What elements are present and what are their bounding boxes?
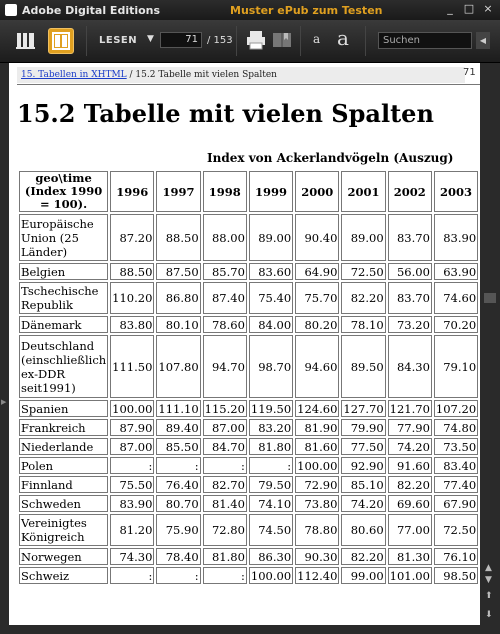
table-row — [19, 400, 480, 417]
side-panel-toggle[interactable] — [0, 63, 9, 634]
value-cell: 76.10 — [434, 548, 478, 565]
value-cell: 84.70 — [203, 438, 247, 455]
value-cell: 89.00 — [341, 214, 385, 261]
value-cell: 89.40 — [156, 419, 200, 436]
scroll-thumb[interactable] — [484, 293, 496, 303]
value-cell: 72.90 — [295, 476, 339, 493]
maximize-button[interactable]: □ — [463, 2, 475, 15]
value-cell: 107.80 — [156, 335, 200, 398]
value-cell: 91.60 — [388, 457, 432, 474]
minimize-button[interactable]: _ — [447, 2, 453, 15]
title-bar — [0, 0, 500, 20]
bookmark-icon — [270, 28, 294, 52]
printer-icon — [244, 28, 268, 52]
increase-font-button[interactable]: a — [337, 26, 349, 50]
value-cell: 63.90 — [434, 263, 478, 280]
value-cell: 78.40 — [156, 548, 200, 565]
scroll-down-icon[interactable]: ▼ — [485, 575, 492, 585]
value-cell: 78.60 — [203, 316, 247, 333]
value-cell: 110.20 — [110, 282, 154, 314]
value-cell: 111.10 — [158, 401, 199, 416]
value-cell: 83.80 — [110, 316, 154, 333]
value-cell: : — [110, 567, 154, 584]
value-cell: 88.00 — [203, 214, 247, 261]
value-cell: 74.60 — [434, 282, 478, 314]
table-row — [19, 495, 480, 512]
value-cell: 119.50 — [250, 401, 292, 416]
table-header-row — [19, 171, 480, 212]
library-icon — [14, 28, 38, 52]
breadcrumb-link[interactable]: 15. Tabellen in XHTML — [21, 70, 127, 80]
value-cell: 67.90 — [434, 495, 478, 512]
search-go-icon[interactable]: ◀ — [476, 32, 490, 49]
year-header: 1998 — [203, 171, 247, 212]
value-cell: 80.70 — [156, 495, 200, 512]
value-cell: 77.50 — [341, 438, 385, 455]
breadcrumb-current: / 15.2 Tabelle mit vielen Spalten — [126, 70, 277, 80]
app-icon — [5, 4, 17, 16]
table-caption: Index von Ackerlandvögeln (Auszug) — [207, 151, 454, 165]
bookmark-button[interactable] — [270, 28, 294, 52]
value-cell: 82.20 — [341, 548, 385, 565]
value-cell: 87.50 — [156, 263, 200, 280]
header-divider — [17, 84, 480, 85]
reading-page — [9, 63, 480, 625]
value-cell: 81.30 — [388, 548, 432, 565]
value-cell: 74.80 — [434, 419, 478, 436]
value-cell: 80.60 — [341, 514, 385, 546]
year-header: 2002 — [388, 171, 432, 212]
value-cell: 81.20 — [110, 514, 154, 546]
country-cell: Tschechische Republik — [19, 282, 108, 314]
country-cell: Norwegen — [19, 548, 108, 565]
value-cell: 56.00 — [388, 263, 432, 280]
value-cell: : — [203, 457, 247, 474]
app-title: Adobe Digital Editions — [22, 4, 161, 17]
value-cell: : — [110, 457, 154, 474]
value-cell: 76.40 — [156, 476, 200, 493]
value-cell: 87.90 — [110, 419, 154, 436]
value-cell: 87.20 — [110, 214, 154, 261]
value-cell: 83.70 — [388, 214, 432, 261]
value-cell: 81.80 — [249, 438, 293, 455]
value-cell: 89.50 — [341, 335, 385, 398]
table-row — [19, 316, 480, 333]
value-cell: 72.80 — [203, 514, 247, 546]
table-row — [19, 548, 480, 565]
year-header: 1997 — [156, 171, 200, 212]
value-cell: 81.90 — [295, 419, 339, 436]
toolbar-separator — [86, 26, 87, 56]
book-title: Muster ePub zum Testen — [230, 4, 383, 17]
view-mode-label[interactable]: LESEN — [99, 35, 138, 46]
value-cell: 74.10 — [249, 495, 293, 512]
value-cell: 100.00 — [112, 401, 153, 416]
value-cell: 88.50 — [156, 214, 200, 261]
value-cell: 73.80 — [295, 495, 339, 512]
value-cell: 83.20 — [249, 419, 293, 436]
value-cell: 74.20 — [341, 495, 385, 512]
value-cell: 107.20 — [435, 401, 477, 416]
reading-view-button[interactable] — [48, 28, 74, 54]
page-number-input[interactable]: 71 — [160, 32, 202, 48]
country-cell: Niederlande — [19, 438, 108, 455]
print-button[interactable] — [244, 28, 268, 52]
value-cell: 82.20 — [341, 282, 385, 314]
window-controls — [444, 3, 494, 15]
value-cell: 75.40 — [249, 282, 293, 314]
value-cell: 85.70 — [203, 263, 247, 280]
value-cell: : — [249, 457, 293, 474]
value-cell: 100.00 — [297, 458, 338, 473]
table-row — [19, 438, 480, 455]
value-cell: 75.70 — [295, 282, 339, 314]
previous-page-icon[interactable]: ⬆ — [485, 591, 493, 601]
table-row — [19, 457, 480, 474]
country-cell: Belgien — [19, 263, 108, 280]
expand-arrow-icon: ▶ — [1, 398, 7, 406]
value-cell: 127.70 — [343, 401, 384, 416]
scroll-up-icon[interactable]: ▲ — [485, 563, 492, 573]
year-header: 1999 — [249, 171, 293, 212]
value-cell: 82.70 — [203, 476, 247, 493]
year-header: 2000 — [295, 171, 339, 212]
value-cell: 84.30 — [388, 335, 432, 398]
value-cell: 80.20 — [295, 316, 339, 333]
page-total: / 153 — [207, 35, 233, 46]
value-cell: 75.90 — [156, 514, 200, 546]
value-cell: 72.50 — [434, 514, 478, 546]
country-cell: Europäische Union (25 Länder) — [19, 214, 108, 261]
vertical-scrollbar[interactable] — [480, 63, 500, 634]
year-header: 2001 — [341, 171, 385, 212]
value-cell: 74.30 — [110, 548, 154, 565]
value-cell: 94.70 — [203, 335, 247, 398]
value-cell: 87.00 — [203, 419, 247, 436]
toolbar — [0, 20, 500, 63]
value-cell: 82.20 — [388, 476, 432, 493]
decrease-font-button[interactable]: a — [313, 32, 321, 46]
data-table — [17, 169, 480, 586]
value-cell: 86.30 — [249, 548, 293, 565]
country-cell: Dänemark — [19, 316, 108, 333]
value-cell: 85.50 — [156, 438, 200, 455]
value-cell: 81.80 — [203, 548, 247, 565]
close-button[interactable]: × — [483, 2, 493, 15]
value-cell: : — [156, 457, 200, 474]
value-cell: 86.80 — [156, 282, 200, 314]
table-row — [19, 335, 480, 398]
value-cell: 90.30 — [295, 548, 339, 565]
country-cell: Deutschland (einschließlich ex-DDR seit1991) — [19, 335, 108, 398]
table-row — [19, 263, 480, 280]
value-cell: 115.20 — [204, 401, 245, 416]
value-cell: 69.60 — [388, 495, 432, 512]
value-cell: 78.10 — [341, 316, 385, 333]
value-cell: 83.60 — [249, 263, 293, 280]
value-cell: 87.00 — [110, 438, 154, 455]
country-cell: Polen — [19, 457, 108, 474]
value-cell: 121.70 — [389, 401, 430, 416]
table-corner-header: geo\time (Index 1990 = 100). — [19, 171, 108, 212]
country-cell: Frankreich — [19, 419, 108, 436]
value-cell: 83.40 — [434, 457, 478, 474]
country-cell: Spanien — [19, 400, 108, 417]
value-cell: 83.90 — [110, 495, 154, 512]
value-cell: 88.50 — [110, 263, 154, 280]
value-cell: 73.50 — [434, 438, 478, 455]
page-title: 15.2 Tabelle mit vielen Spalten — [17, 99, 434, 128]
value-cell: 124.60 — [297, 401, 338, 416]
value-cell: 98.50 — [434, 567, 478, 584]
value-cell: 89.00 — [249, 214, 293, 261]
value-cell: 87.40 — [203, 282, 247, 314]
toolbar-separator — [365, 26, 366, 56]
country-cell: Vereinigtes Königreich — [19, 514, 108, 546]
value-cell: 77.00 — [388, 514, 432, 546]
breadcrumb — [17, 67, 465, 83]
search-input[interactable]: Suchen — [378, 32, 472, 49]
value-cell: 112.40 — [297, 568, 338, 583]
value-cell: 81.40 — [203, 495, 247, 512]
year-header: 2003 — [434, 171, 478, 212]
bottom-bar — [9, 625, 480, 634]
value-cell: 101.00 — [389, 568, 430, 583]
value-cell: 70.20 — [434, 316, 478, 333]
view-mode-dropdown-icon[interactable]: ▼ — [147, 34, 154, 44]
table-row — [19, 476, 480, 493]
value-cell: 75.50 — [110, 476, 154, 493]
value-cell: 100.00 — [250, 568, 292, 583]
table-row — [19, 214, 480, 261]
value-cell: 77.90 — [388, 419, 432, 436]
library-view-button[interactable] — [14, 28, 38, 52]
value-cell: 92.90 — [341, 457, 385, 474]
value-cell: : — [203, 567, 247, 584]
value-cell: 80.10 — [156, 316, 200, 333]
year-header: 1996 — [110, 171, 154, 212]
value-cell: 77.40 — [434, 476, 478, 493]
table-row — [19, 419, 480, 436]
value-cell: 64.90 — [295, 263, 339, 280]
table-row — [19, 567, 480, 584]
value-cell: : — [156, 567, 200, 584]
value-cell: 83.90 — [434, 214, 478, 261]
value-cell: 74.50 — [249, 514, 293, 546]
value-cell: 74.20 — [388, 438, 432, 455]
toolbar-separator — [236, 26, 237, 56]
toolbar-separator — [300, 26, 301, 56]
page-number: 71 — [463, 67, 476, 78]
value-cell: 85.10 — [341, 476, 385, 493]
value-cell: 72.50 — [341, 263, 385, 280]
country-cell: Schweden — [19, 495, 108, 512]
table-row — [19, 282, 480, 314]
country-cell: Finnland — [19, 476, 108, 493]
value-cell: 79.50 — [249, 476, 293, 493]
value-cell: 94.60 — [295, 335, 339, 398]
value-cell: 90.40 — [295, 214, 339, 261]
value-cell: 83.70 — [388, 282, 432, 314]
value-cell: 98.70 — [249, 335, 293, 398]
value-cell: 73.20 — [388, 316, 432, 333]
value-cell: 79.10 — [434, 335, 478, 398]
value-cell: 78.80 — [295, 514, 339, 546]
value-cell: 99.00 — [341, 567, 385, 584]
value-cell: 84.00 — [249, 316, 293, 333]
table-row — [19, 514, 480, 546]
country-cell: Schweiz — [19, 567, 108, 584]
value-cell: 81.60 — [295, 438, 339, 455]
next-page-icon[interactable]: ⬇ — [485, 610, 493, 620]
open-book-icon — [49, 29, 73, 53]
value-cell: 79.90 — [341, 419, 385, 436]
value-cell: 111.50 — [110, 335, 154, 398]
